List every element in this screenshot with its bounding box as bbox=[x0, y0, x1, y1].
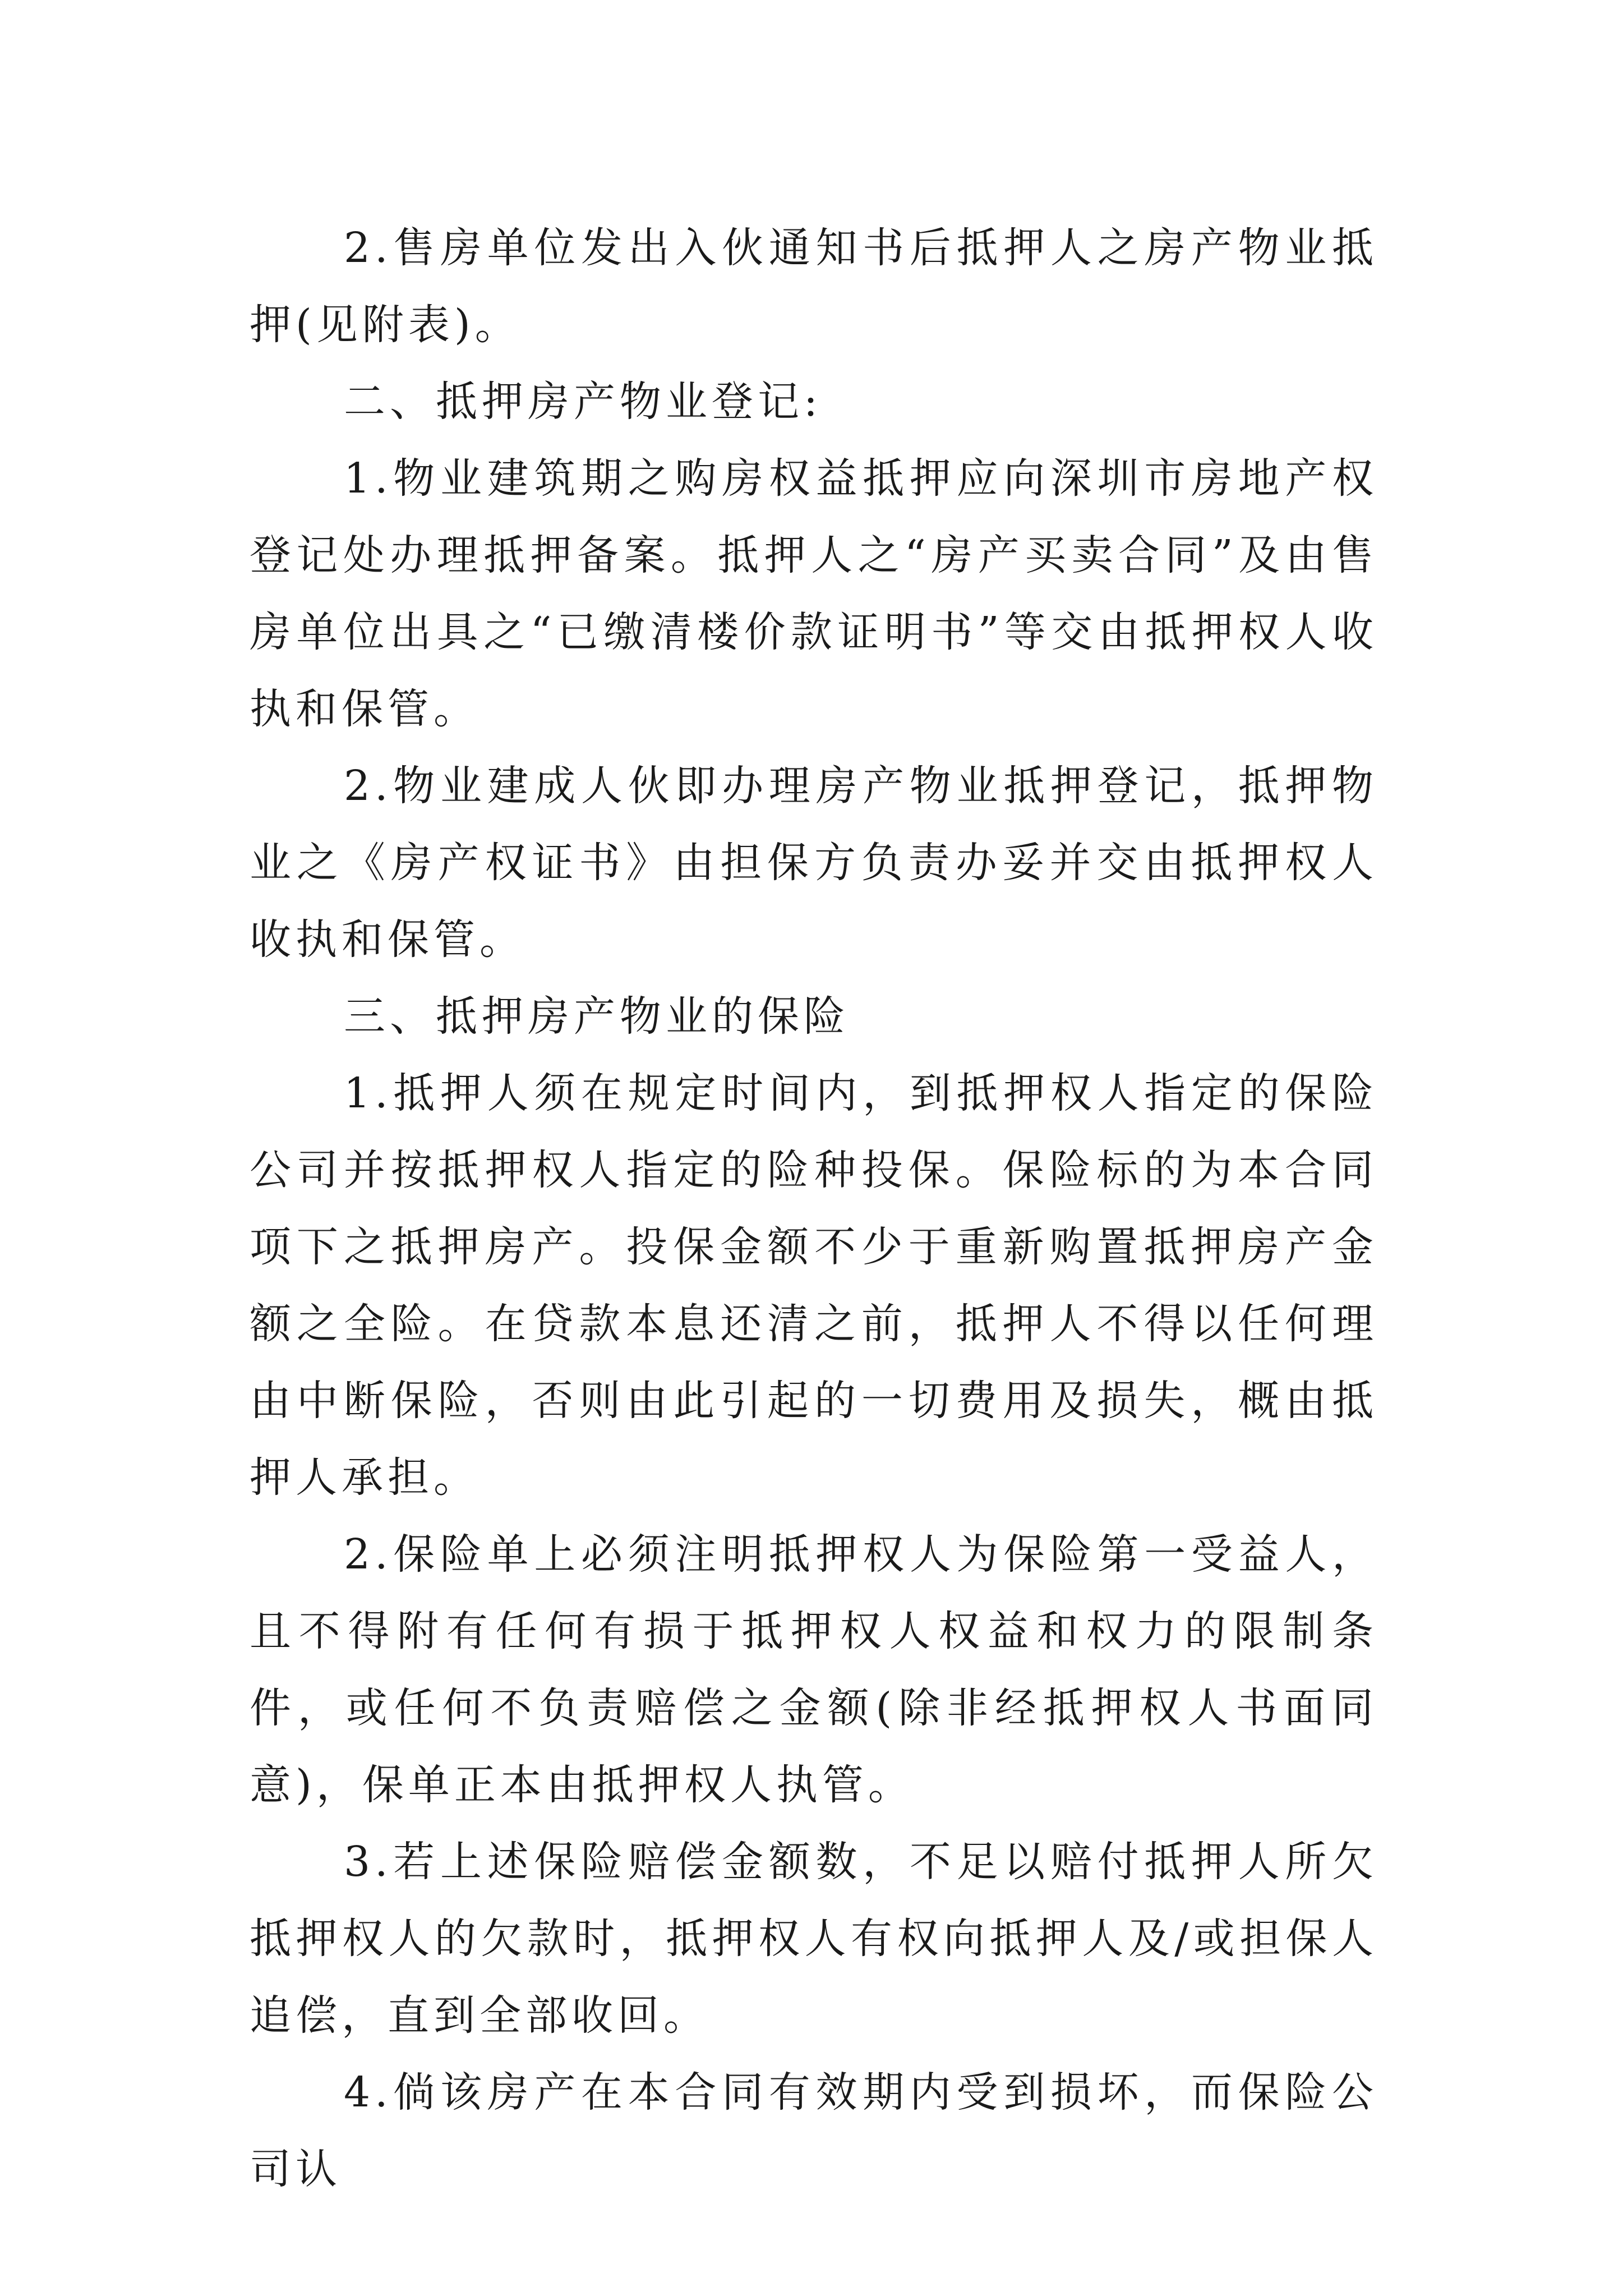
heading-registration: 二、抵押房产物业登记: bbox=[344, 378, 822, 426]
paragraph-construction-period-mortgage: 1.物业建筑期之购房权益抵押应向深圳市房地产权登记处办理抵押备案。抵押人之“房产买卖合同”及由售房单位出具之“已缴清楼价款证明书”等交由抵押权人收执和保管。 bbox=[250, 454, 1378, 733]
document-body bbox=[250, 210, 1378, 2208]
paragraph-insurance-3: 3.若上述保险赔偿金额数，不足以赔付抵押人所欠抵押权人的欠款时，抵押权人有权向抵押人及/或担保人追偿，直到全部收回。 bbox=[250, 1838, 1378, 2040]
paragraph-insurance-1: 1.抵押人须在规定时间内，到抵押权人指定的保险公司并按抵押权人指定的险种投保。保险标的为本合同项下之抵押房产。投保金额不少于重新购置抵押房产金额之全险。在贷款本息还清之前，抵押人不得以任何理由中断保险，否则由此引起的一切费用及损失，概由抵押人承担。 bbox=[250, 1069, 1378, 1502]
paragraph-completion-registration: 2.物业建成人伙即办理房产物业抵押登记，抵押物业之《房产权证书》由担保方负责办妥并交由抵押权人收执和保管。 bbox=[250, 762, 1378, 964]
paragraph-sale-unit-mortgage: 2.售房单位发出入伙通知书后抵押人之房产物业抵押(见附表)。 bbox=[250, 224, 1378, 349]
paragraph-insurance-4: 4.倘该房产在本合同有效期内受到损坏，而保险公司认 bbox=[250, 2068, 1378, 2193]
heading-insurance: 三、抵押房产物业的保险 bbox=[344, 992, 850, 1041]
paragraph-insurance-2: 2.保险单上必须注明抵押权人为保险第一受益人，且不得附有任何有损于抵押权人权益和权力的限制条件，或任何不负责赔偿之金额(除非经抵押权人书面同意)，保单正本由抵押权人执管。 bbox=[250, 1530, 1378, 1809]
